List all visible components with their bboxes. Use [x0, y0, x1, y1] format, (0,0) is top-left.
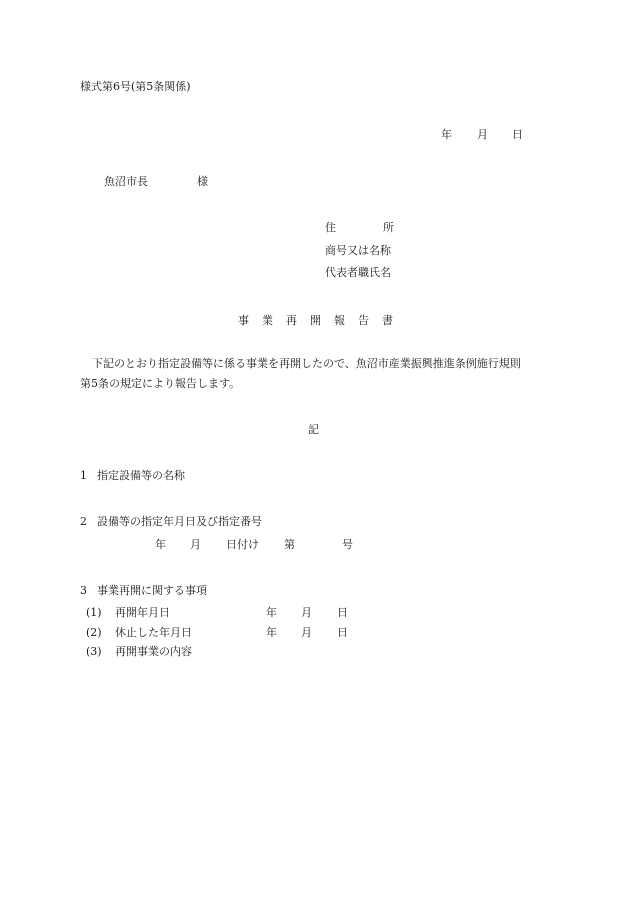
title-char: 再: [286, 314, 297, 327]
addressee-name: 魚沼市長: [104, 175, 148, 188]
document-title: [238, 314, 393, 328]
item2-day-tsuke: 日付け: [226, 538, 259, 551]
item2-label: 設備等の指定年月日及び指定番号: [97, 515, 262, 528]
form-number: 様式第6号(第5条関係): [80, 80, 191, 93]
item3-sub2-label: 休止した年月日: [115, 626, 192, 639]
item3-sub3-label: 再開事業の内容: [115, 645, 192, 658]
date-month: 月: [477, 128, 488, 141]
item3-sub1-day: 日: [337, 606, 348, 619]
body-line-2: 第5条の規定により報告します。: [80, 377, 241, 390]
title-char: 報: [334, 314, 345, 327]
address-label-a: 住: [325, 221, 336, 234]
item2-number: 2: [80, 515, 87, 528]
item2-dai: 第: [284, 538, 295, 551]
date-day: 日: [512, 128, 523, 141]
item2-go: 号: [342, 538, 353, 551]
title-char: 事: [238, 314, 249, 327]
date-year: 年: [441, 128, 452, 141]
item3-label: 事業再開に関する事項: [97, 584, 207, 597]
title-char: 業: [262, 314, 273, 327]
item3-sub1-label: 再開年月日: [115, 606, 170, 619]
item3-sub1-number: (1): [86, 606, 102, 619]
title-char: 開: [310, 314, 321, 327]
representative-label: 代表者職氏名: [325, 266, 391, 279]
item3-sub2-day: 日: [337, 626, 348, 639]
title-char: 書: [382, 314, 393, 327]
item1-label: 指定設備等の名称: [97, 469, 185, 482]
item2-month: 月: [190, 538, 201, 551]
item2-year: 年: [155, 538, 166, 551]
address-label-b: 所: [383, 221, 394, 234]
addressee-honorific: 様: [197, 175, 208, 188]
body-line-1: 下記のとおり指定設備等に係る事業を再開したので、魚沼市産業振興推進条例施行規則: [92, 357, 521, 370]
item3-sub2-month: 月: [301, 626, 312, 639]
title-char: 告: [358, 314, 369, 327]
company-label: 商号又は名称: [325, 244, 391, 257]
item3-sub1-year: 年: [266, 606, 277, 619]
item3-sub3-number: (3): [86, 645, 102, 658]
item1-number: 1: [80, 469, 87, 482]
item3-sub2-year: 年: [266, 626, 277, 639]
item3-sub2-number: (2): [86, 626, 102, 639]
item3-sub1-month: 月: [301, 606, 312, 619]
ki-heading: 記: [308, 423, 319, 436]
item3-number: 3: [80, 584, 87, 597]
